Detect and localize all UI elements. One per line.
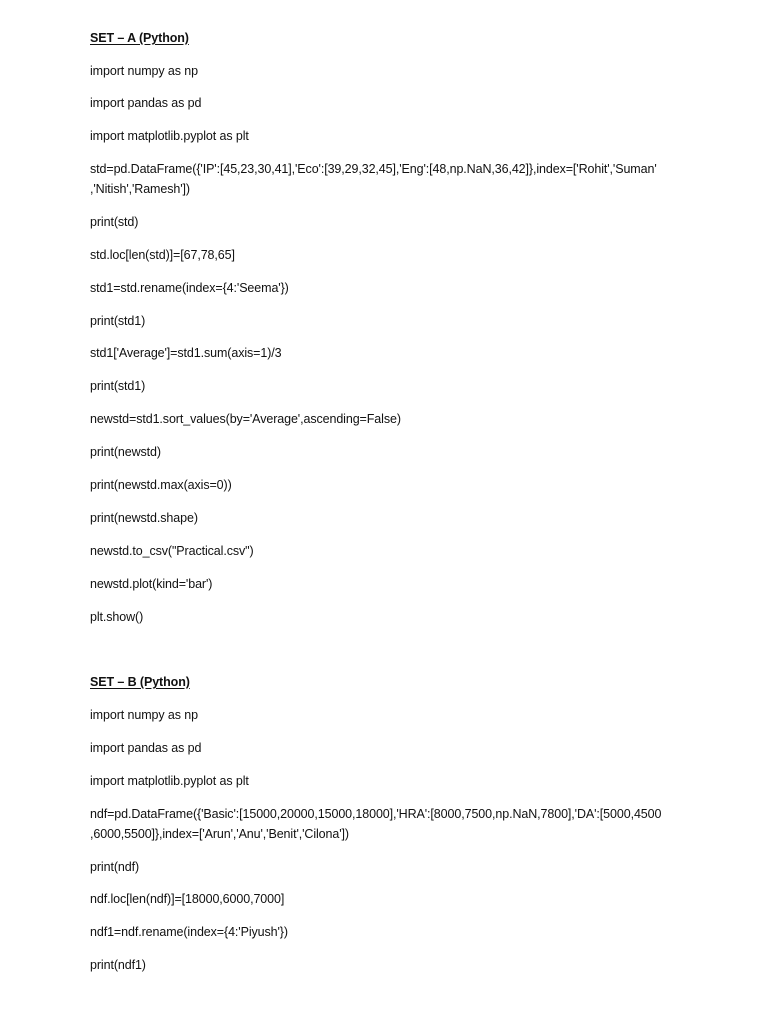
code-line: ,6000,5500]},index=['Arun','Anu','Benit','Cilona']) — [90, 827, 349, 841]
code-line: print(newstd.max(axis=0)) — [90, 478, 232, 492]
code-line: plt.show() — [90, 610, 144, 624]
code-line: import pandas as pd — [90, 96, 202, 110]
set-b-heading: SET – B (Python) — [90, 675, 190, 689]
code-line: print(ndf1) — [90, 958, 146, 972]
code-line: print(std) — [90, 215, 139, 229]
code-line: ,'Nitish','Ramesh']) — [90, 182, 190, 196]
code-line: import pandas as pd — [90, 741, 202, 755]
code-line: newstd.plot(kind='bar') — [90, 577, 213, 591]
code-line: ndf=pd.DataFrame({'Basic':[15000,20000,15000,18000],'HRA':[8000,7500,np.NaN,7800],'DA':[5000,4500 — [90, 807, 662, 821]
code-line: print(newstd.shape) — [90, 511, 198, 525]
code-line: print(std1) — [90, 314, 146, 328]
code-line: std1['Average']=std1.sum(axis=1)/3 — [90, 346, 282, 360]
set-a-heading: SET – A (Python) — [90, 31, 189, 45]
code-line: print(ndf) — [90, 860, 140, 874]
code-line: import numpy as np — [90, 708, 198, 722]
code-line: import numpy as np — [90, 64, 198, 78]
code-line: newstd.to_csv("Practical.csv") — [90, 544, 254, 558]
code-line: ndf.loc[len(ndf)]=[18000,6000,7000] — [90, 892, 285, 906]
code-line: std.loc[len(std)]=[67,78,65] — [90, 248, 235, 262]
code-line: std1=std.rename(index={4:'Seema'}) — [90, 281, 289, 295]
code-line: import matplotlib.pyplot as plt — [90, 129, 249, 143]
code-line: print(newstd) — [90, 445, 161, 459]
code-line: std=pd.DataFrame({'IP':[45,23,30,41],'Eco':[39,29,32,45],'Eng':[48,np.NaN,36,42]},index=['Rohit','Suman' — [90, 162, 657, 176]
code-line: newstd=std1.sort_values(by='Average',ascending=False) — [90, 412, 401, 426]
code-line: ndf1=ndf.rename(index={4:'Piyush'}) — [90, 925, 288, 939]
code-line: import matplotlib.pyplot as plt — [90, 774, 249, 788]
code-line: print(std1) — [90, 379, 146, 393]
